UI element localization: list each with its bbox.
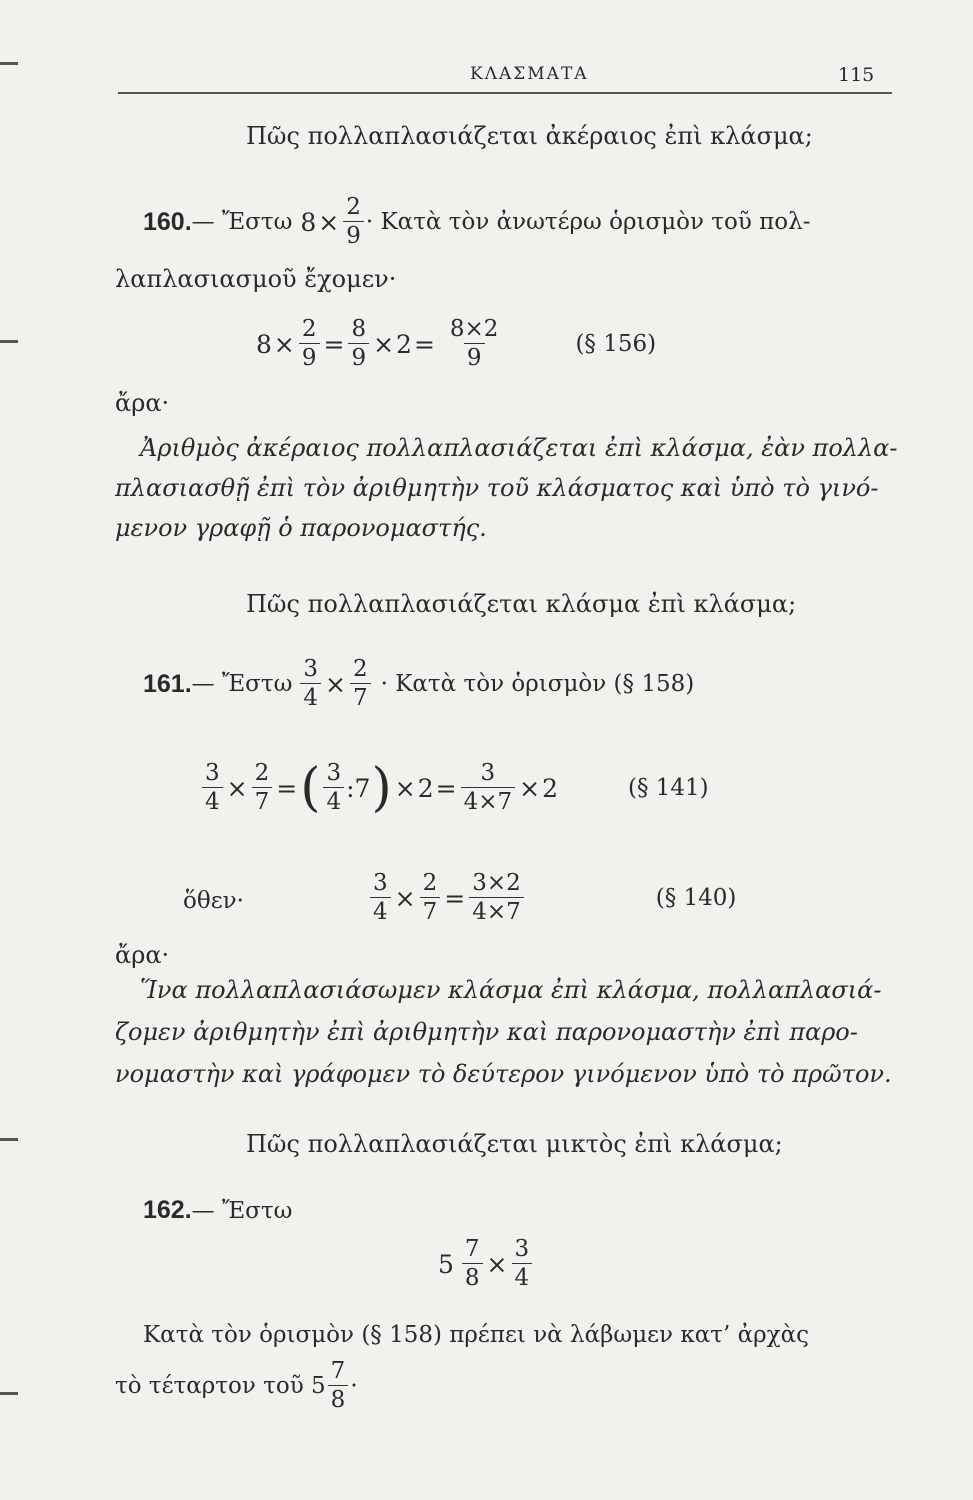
integer-value: 8 bbox=[300, 207, 317, 237]
esto-text: — Ἔστω bbox=[191, 209, 293, 235]
times-sign: × bbox=[519, 773, 541, 803]
fraction bbox=[350, 658, 371, 710]
denominator: 9 bbox=[343, 221, 364, 248]
question-integer-times-fraction: Πῶς πολλαπλασιάζεται ἀκέραιος ἐπὶ κλάσμα; bbox=[246, 122, 813, 150]
equals-sign: = bbox=[323, 329, 345, 359]
question-mixed-times-fraction: Πῶς πολλαπλασιάζεται μικτὸς ἐπὶ κλάσμα; bbox=[246, 1130, 783, 1158]
term: 8 bbox=[256, 329, 272, 359]
mixed-expression bbox=[438, 1238, 534, 1290]
fraction bbox=[323, 762, 344, 814]
denominator: 7 bbox=[252, 787, 273, 814]
numerator: 2 bbox=[254, 760, 270, 786]
fraction bbox=[447, 318, 502, 370]
numerator: 3×2 bbox=[472, 870, 521, 896]
times-sign: × bbox=[273, 329, 295, 359]
equals-sign: = bbox=[413, 329, 435, 359]
equation-156 bbox=[256, 318, 656, 370]
whole-part: 5 bbox=[438, 1249, 454, 1279]
fraction bbox=[469, 872, 524, 924]
numerator: 2 bbox=[352, 656, 368, 682]
text-segment: · bbox=[350, 1373, 358, 1399]
denominator: 7 bbox=[420, 897, 441, 924]
numerator: 2 bbox=[301, 316, 317, 342]
section-reference: (§ 156) bbox=[575, 331, 657, 357]
rule-line: ζομεν ἀριθμητὴν ἐπὶ ἀριθμητὴν καὶ παρονομαστὴν ἐπὶ παρο- bbox=[115, 1018, 858, 1046]
equals-sign: = bbox=[444, 883, 466, 913]
fraction bbox=[300, 658, 321, 710]
equation-141 bbox=[200, 758, 709, 818]
times-sign: × bbox=[394, 883, 416, 913]
text-line-with-fraction bbox=[115, 1360, 358, 1412]
fraction bbox=[299, 318, 320, 370]
text-continuation: · Κατὰ τὸν ἀνωτέρω ὁρισμὸν τοῦ πολ- bbox=[365, 209, 811, 235]
hothen-label: ὅθεν· bbox=[183, 888, 244, 914]
times-sign: × bbox=[373, 329, 395, 359]
term: 2 bbox=[542, 773, 558, 803]
numerator: 3 bbox=[373, 870, 388, 896]
denominator: 4 bbox=[323, 787, 344, 814]
numerator: 3 bbox=[205, 760, 220, 786]
item-number: 162. bbox=[143, 1196, 192, 1224]
rule-line: νομαστὴν καὶ γράφομεν τὸ δεύτερον γινόμενον ὑπὸ τὸ πρῶτον. bbox=[115, 1060, 892, 1088]
numerator: 2 bbox=[346, 194, 361, 220]
fraction bbox=[252, 762, 273, 814]
header-rule bbox=[118, 92, 892, 94]
numerator: 3 bbox=[480, 760, 496, 786]
rule-line: Ἵνα πολλαπλασιάσωμεν κλάσμα ἐπὶ κλάσμα, πολλαπλασιά- bbox=[140, 976, 882, 1004]
margin-mark bbox=[0, 1138, 18, 1141]
fraction bbox=[462, 1238, 483, 1290]
numerator: 7 bbox=[330, 1358, 346, 1384]
times-sign: × bbox=[325, 669, 346, 699]
section-reference: (§ 141) bbox=[627, 775, 709, 801]
denominator: 9 bbox=[299, 343, 320, 370]
times-sign: × bbox=[394, 773, 416, 803]
fraction bbox=[202, 762, 223, 814]
margin-mark bbox=[0, 62, 18, 65]
fraction bbox=[420, 872, 441, 924]
equation-140 bbox=[368, 872, 736, 924]
equals-sign: = bbox=[435, 773, 457, 803]
fraction bbox=[343, 196, 364, 248]
ara-label: ἄρα· bbox=[115, 941, 170, 969]
denominator: 4×7 bbox=[469, 897, 524, 924]
denominator: 4 bbox=[370, 897, 391, 924]
running-title: ΚΛΑΣΜΑΤΑ bbox=[470, 64, 589, 84]
text-segment: τὸ τέταρτον τοῦ 5 bbox=[115, 1373, 326, 1399]
numerator: 7 bbox=[464, 1236, 480, 1262]
item-162-line bbox=[143, 1196, 292, 1225]
denominator: 9 bbox=[348, 343, 369, 370]
denominator: 9 bbox=[464, 343, 485, 370]
text-line: λαπλασιασμοῦ ἔχομεν· bbox=[115, 265, 397, 293]
margin-mark bbox=[0, 1392, 18, 1395]
open-paren: ( bbox=[300, 758, 321, 818]
esto-text: — Ἔστω bbox=[191, 1197, 293, 1224]
term: 2 bbox=[417, 773, 434, 803]
fraction bbox=[512, 1238, 533, 1290]
esto-text: — Ἔστω bbox=[191, 671, 293, 697]
rule-line: πλασιασθῇ ἐπὶ τὸν ἀριθμητὴν τοῦ κλάσματος καὶ ὑπὸ τὸ γινό- bbox=[115, 474, 879, 502]
numerator: 8×2 bbox=[449, 316, 499, 342]
denominator: 8 bbox=[462, 1263, 483, 1290]
fraction bbox=[370, 872, 391, 924]
denominator: 4 bbox=[202, 787, 223, 814]
text-continuation: · Κατὰ τὸν ὁρισμὸν (§ 158) bbox=[380, 671, 695, 697]
equals-sign: = bbox=[276, 773, 298, 803]
fraction bbox=[461, 762, 516, 814]
item-160-line bbox=[143, 196, 810, 248]
fraction bbox=[348, 318, 369, 370]
section-reference: (§ 140) bbox=[655, 885, 737, 911]
denominator: 4 bbox=[512, 1263, 533, 1290]
times-sign: × bbox=[318, 207, 340, 237]
item-number: 161. bbox=[143, 669, 192, 698]
fraction bbox=[328, 1360, 349, 1412]
term: 2 bbox=[396, 329, 412, 359]
text-line: Κατὰ τὸν ὁρισμὸν (§ 158) πρέπει νὰ λάβωμεν κατ’ ἀρχὰς bbox=[143, 1322, 810, 1348]
question-fraction-times-fraction: Πῶς πολλαπλασιάζεται κλάσμα ἐπὶ κλάσμα; bbox=[246, 590, 797, 618]
margin-mark bbox=[0, 340, 18, 343]
times-sign: × bbox=[226, 773, 248, 803]
item-number: 160. bbox=[143, 207, 192, 236]
close-paren: ) bbox=[371, 758, 392, 818]
division-term: :7 bbox=[346, 773, 371, 803]
numerator: 3 bbox=[303, 656, 318, 682]
denominator: 7 bbox=[350, 683, 371, 710]
numerator: 3 bbox=[514, 1236, 530, 1262]
denominator: 4×7 bbox=[461, 787, 516, 814]
numerator: 3 bbox=[326, 760, 342, 786]
rule-line: Ἀριθμὸς ἀκέραιος πολλαπλασιάζεται ἐπὶ κλάσμα, ἐὰν πολλα- bbox=[140, 434, 898, 462]
numerator: 8 bbox=[351, 316, 367, 342]
page-number: 115 bbox=[838, 64, 875, 86]
numerator: 2 bbox=[422, 870, 438, 896]
times-sign: × bbox=[486, 1249, 508, 1279]
item-161-line bbox=[143, 658, 694, 710]
denominator: 4 bbox=[300, 683, 321, 710]
ara-label: ἄρα· bbox=[115, 389, 170, 417]
denominator: 8 bbox=[328, 1385, 349, 1412]
rule-line: μενον γραφῇ ὁ παρονομαστής. bbox=[115, 514, 487, 542]
